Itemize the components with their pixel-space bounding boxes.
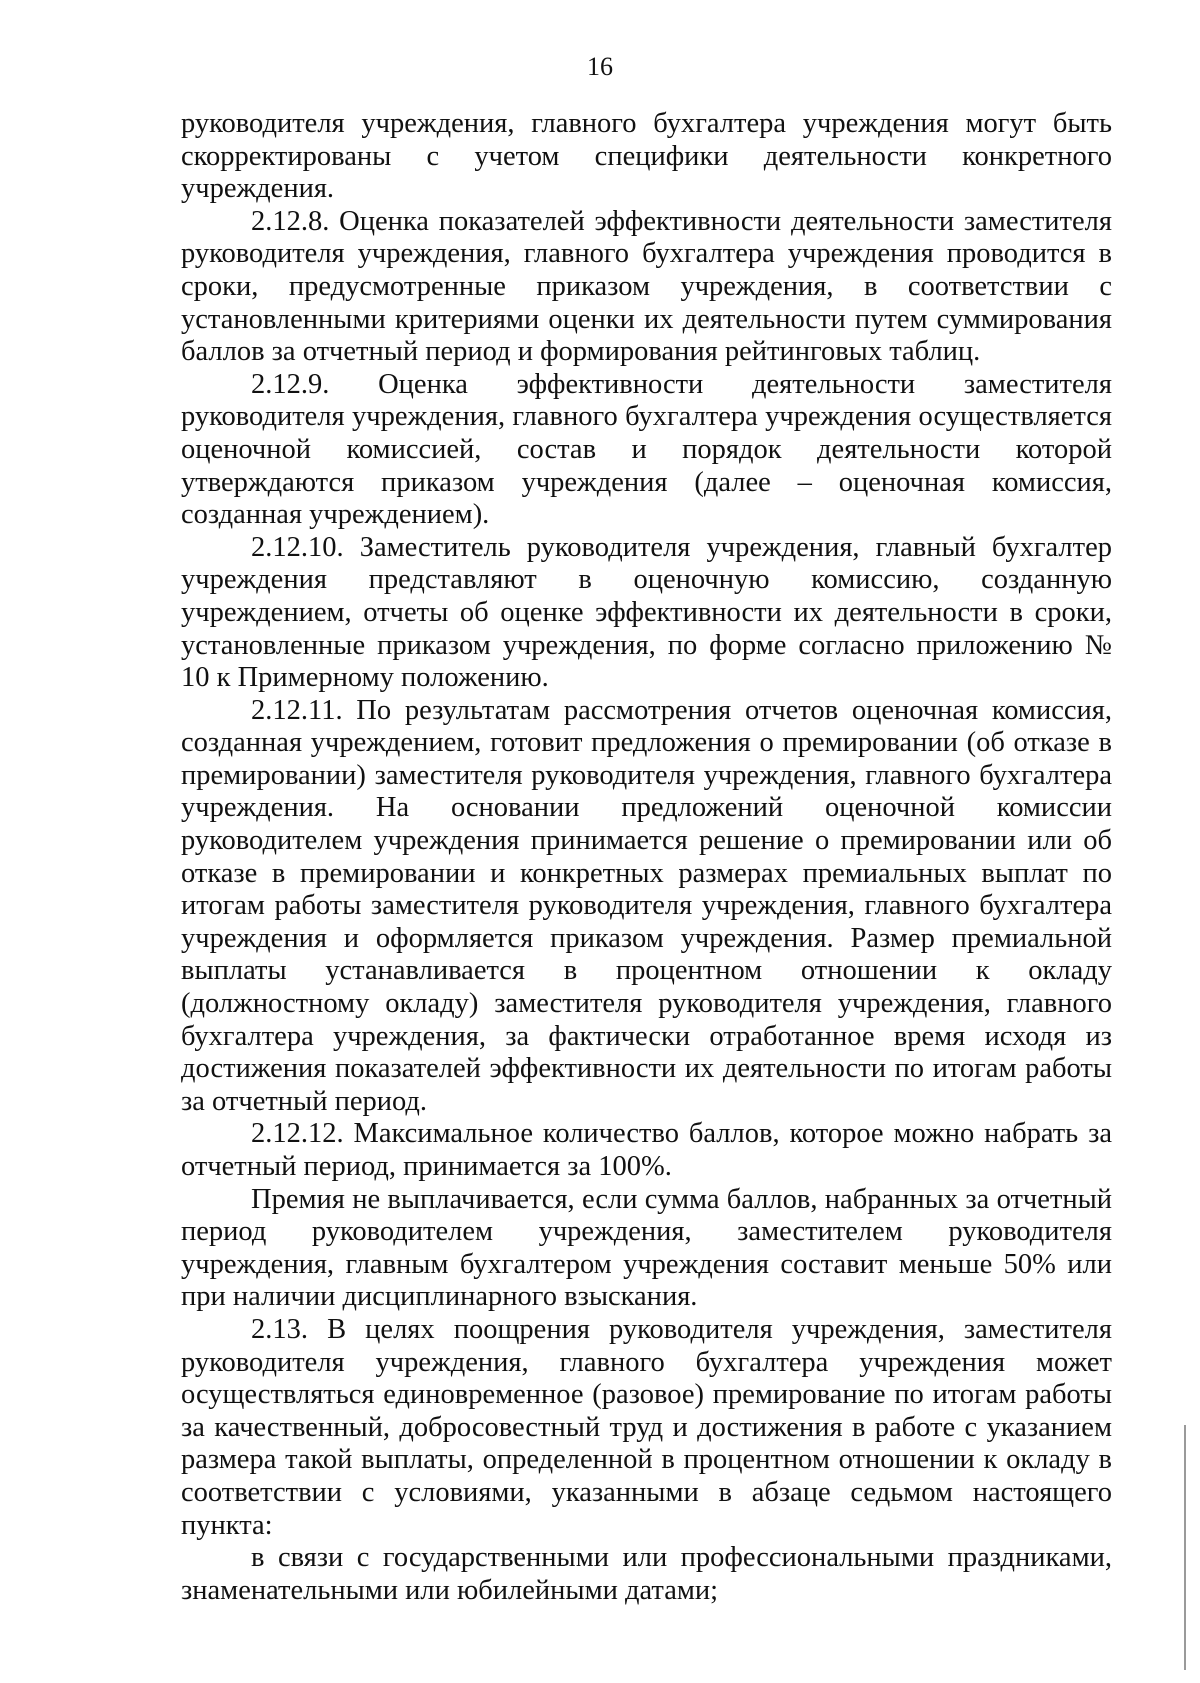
paragraph-2-13: 2.13. В целях поощрения руководителя учреждения, заместителя руководителя учреждения, главного бухгалтера учреждения может осуществляться единовременное (разовое) премирование по итогам работы за качественный, добросовестный труд и достижения в работе с указанием размера такой выплаты, определенной в процентном отношении к окладу в соответствии с условиями, указанными в абзаце седьмом настоящего пункта: bbox=[181, 1313, 1112, 1541]
paragraph-2-12-9: 2.12.9. Оценка эффективности деятельности заместителя руководителя учреждения, главного бухгалтера учреждения осуществляется оценочной комиссией, состав и порядок деятельности которой утверждаются приказом учреждения (далее – оценочная комиссия, созданная учреждением). bbox=[181, 368, 1112, 531]
paragraph-2-12-8: 2.12.8. Оценка показателей эффективности деятельности заместителя руководителя учреждения, главного бухгалтера учреждения проводится в сроки, предусмотренные приказом учреждения, в соответствии с установленными критериями оценки их деятельности путем суммирования баллов за отчетный период и формирования рейтинговых таблиц. bbox=[181, 205, 1112, 368]
page-number: 16 bbox=[587, 52, 613, 81]
scan-edge-line bbox=[1184, 1425, 1186, 1670]
paragraph-bonus-not-paid: Премия не выплачивается, если сумма баллов, набранных за отчетный период руководителем учреждения, заместителем руководителя учреждения, главным бухгалтером учреждения составит меньше 50% или при наличии дисциплинарного взыскания. bbox=[181, 1183, 1112, 1313]
paragraph-2-12-11: 2.12.11. По результатам рассмотрения отчетов оценочная комиссия, созданная учреждением, готовит предложения о премировании (об отказе в премировании) заместителя руководителя учреждения, главного бухгалтера учреждения. На основании предложений оценочной комиссии руководителем учреждения принимается решение о премировании или об отказе в премировании и конкретных размерах премиальных выплат по итогам работы заместителя руководителя учреждения, главного бухгалтера учреждения и оформляется приказом учреждения. Размер премиальной выплаты устанавливается в процентном отношении к окладу (должностному окладу) заместителя руководителя учреждения, главного бухгалтера учреждения, за фактически отработанное время исходя из достижения показателей эффективности их деятельности по итогам работы за отчетный период. bbox=[181, 694, 1112, 1117]
document-body bbox=[181, 108, 1112, 1607]
paragraph-holidays: в связи с государственными или профессиональными праздниками, знаменательными или юбилейными датами; bbox=[181, 1542, 1112, 1606]
paragraph-2-12-12: 2.12.12. Максимальное количество баллов, которое можно набрать за отчетный период, принимается за 100%. bbox=[181, 1118, 1112, 1182]
paragraph-2-12-10: 2.12.10. Заместитель руководителя учреждения, главный бухгалтер учреждения представляют в оценочную комиссию, созданную учреждением, отчеты об оценке эффективности их деятельности в сроки, установленные приказом учреждения, по форме согласно приложению № 10 к Примерному положению. bbox=[181, 531, 1112, 694]
paragraph-continuation: руководителя учреждения, главного бухгалтера учреждения могут быть скорректированы с учетом специфики деятельности конкретного учреждения. bbox=[181, 108, 1112, 205]
